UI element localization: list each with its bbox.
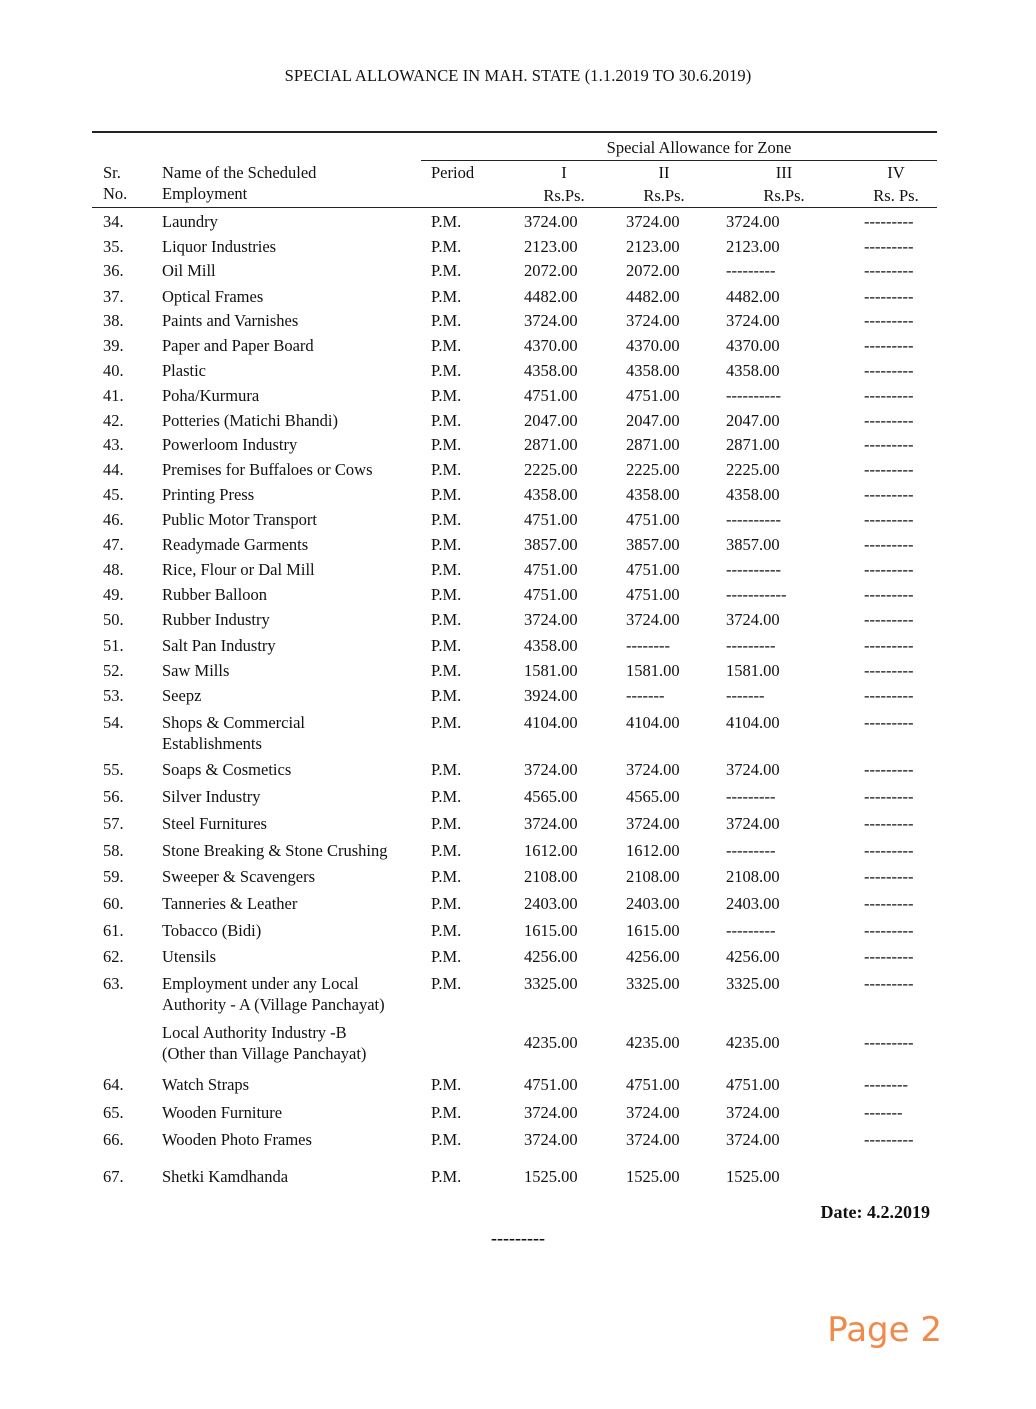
zone-2-value: 2123.00 bbox=[626, 237, 680, 256]
serial-number: 45. bbox=[103, 485, 124, 504]
employment-name: Oil Mill bbox=[162, 261, 216, 280]
employment-name: Rubber Balloon bbox=[162, 585, 267, 604]
zone-4-value: --------- bbox=[864, 974, 914, 993]
zone-1-value: 4358.00 bbox=[524, 636, 578, 655]
serial-number: 34. bbox=[103, 212, 124, 231]
employment-name: Soaps & Cosmetics bbox=[162, 760, 292, 779]
zone-4-value: --------- bbox=[864, 1033, 914, 1052]
zone-3-value: 3724.00 bbox=[726, 1130, 780, 1149]
zone-3-value: 2047.00 bbox=[726, 411, 780, 430]
period-cell: P.M. bbox=[431, 686, 462, 705]
zone-4-value: --------- bbox=[864, 460, 914, 479]
serial-number: 49. bbox=[103, 585, 124, 604]
zone-1-value: 2225.00 bbox=[524, 460, 578, 479]
period-cell: P.M. bbox=[431, 921, 462, 940]
employment-name: (Other than Village Panchayat) bbox=[162, 1044, 367, 1063]
zone-2-value: 4358.00 bbox=[626, 361, 680, 380]
zone-4-value: --------- bbox=[864, 814, 914, 833]
zone-4-value: --------- bbox=[864, 661, 914, 680]
serial-number: 35. bbox=[103, 237, 124, 256]
serial-number: 46. bbox=[103, 510, 124, 529]
zone-2-value: 2047.00 bbox=[626, 411, 680, 430]
period-cell: P.M. bbox=[431, 237, 462, 256]
serial-number: 67. bbox=[103, 1167, 124, 1186]
period-cell: P.M. bbox=[431, 386, 462, 405]
period-cell: P.M. bbox=[431, 485, 462, 504]
serial-number: 52. bbox=[103, 661, 124, 680]
zone-4-value: --------- bbox=[864, 411, 914, 430]
serial-number: 57. bbox=[103, 814, 124, 833]
period-cell: P.M. bbox=[431, 1130, 462, 1149]
period-cell: P.M. bbox=[431, 212, 462, 231]
serial-number: 59. bbox=[103, 867, 124, 886]
zone-2-value: 3724.00 bbox=[626, 610, 680, 629]
zone-2-value: ------- bbox=[626, 686, 665, 705]
period-cell: P.M. bbox=[431, 261, 462, 280]
zone-2-value: 4104.00 bbox=[626, 713, 680, 732]
period-cell: P.M. bbox=[431, 974, 462, 993]
sr-header-line1: Sr. bbox=[103, 163, 121, 182]
zone-2-value: 2403.00 bbox=[626, 894, 680, 913]
zone-1-value: 4358.00 bbox=[524, 485, 578, 504]
serial-number: 63. bbox=[103, 974, 124, 993]
period-cell: P.M. bbox=[431, 661, 462, 680]
serial-number: 62. bbox=[103, 947, 124, 966]
zone-3-value: 3325.00 bbox=[726, 974, 780, 993]
zone-2-value: 4370.00 bbox=[626, 336, 680, 355]
zone-3-header: III bbox=[775, 163, 793, 182]
zone-2-value: 3724.00 bbox=[626, 760, 680, 779]
zone-3-value: 2225.00 bbox=[726, 460, 780, 479]
serial-number: 39. bbox=[103, 336, 124, 355]
zone-1-value: 3724.00 bbox=[524, 311, 578, 330]
zone-3-value: 4256.00 bbox=[726, 947, 780, 966]
zone-3-value: 3724.00 bbox=[726, 610, 780, 629]
employment-name: Potteries (Matichi Bhandi) bbox=[162, 411, 338, 430]
period-cell: P.M. bbox=[431, 560, 462, 579]
zone-3-value: 4358.00 bbox=[726, 361, 780, 380]
zone-2-value: 4482.00 bbox=[626, 287, 680, 306]
zone-3-value: ---------- bbox=[726, 560, 781, 579]
zone-2-value: 4751.00 bbox=[626, 1075, 680, 1094]
employment-name: Wooden Furniture bbox=[162, 1103, 283, 1122]
zone-4-value: --------- bbox=[864, 535, 914, 554]
zone-1-value: 3724.00 bbox=[524, 610, 578, 629]
zone-2-value: 1612.00 bbox=[626, 841, 680, 860]
serial-number: 61. bbox=[103, 921, 124, 940]
employment-name: Laundry bbox=[162, 212, 218, 231]
zone-4-value: --------- bbox=[864, 841, 914, 860]
employment-name: Sweeper & Scavengers bbox=[162, 867, 316, 886]
zone-1-value: 3724.00 bbox=[524, 760, 578, 779]
zone-1-value: 4751.00 bbox=[524, 560, 578, 579]
zone-4-value: --------- bbox=[864, 894, 914, 913]
zone-1-value: 4235.00 bbox=[524, 1033, 578, 1052]
zone-3-value: --------- bbox=[726, 787, 776, 806]
zone-1-value: 1615.00 bbox=[524, 921, 578, 940]
zone-4-value: --------- bbox=[864, 713, 914, 732]
zone-2-value: 3724.00 bbox=[626, 311, 680, 330]
zone-1-value: 2871.00 bbox=[524, 435, 578, 454]
zone-3-value: ---------- bbox=[726, 510, 781, 529]
employment-name: Employment under any Local bbox=[162, 974, 359, 993]
zone-2-value: 3724.00 bbox=[626, 1130, 680, 1149]
employment-name: Stone Breaking & Stone Crushing bbox=[162, 841, 388, 860]
zone-1-value: 4751.00 bbox=[524, 510, 578, 529]
period-cell: P.M. bbox=[431, 460, 462, 479]
zone-3-value: 4235.00 bbox=[726, 1033, 780, 1052]
zone-1-value: 3724.00 bbox=[524, 1130, 578, 1149]
zone-4-value: --------- bbox=[864, 435, 914, 454]
period-cell: P.M. bbox=[431, 435, 462, 454]
zone-2-value: 4751.00 bbox=[626, 585, 680, 604]
employment-name: Establishments bbox=[162, 734, 262, 753]
employment-name: Rubber Industry bbox=[162, 610, 270, 629]
zone-3-value: --------- bbox=[726, 841, 776, 860]
zone-4-value: --------- bbox=[864, 585, 914, 604]
employment-name: Watch Straps bbox=[162, 1075, 250, 1094]
period-cell: P.M. bbox=[431, 585, 462, 604]
period-cell: P.M. bbox=[431, 841, 462, 860]
zone-1-value: 4565.00 bbox=[524, 787, 578, 806]
employment-name: Poha/Kurmura bbox=[162, 386, 260, 405]
zone-1-value: 2403.00 bbox=[524, 894, 578, 913]
employment-name: Utensils bbox=[162, 947, 217, 966]
zone-2-value: 2072.00 bbox=[626, 261, 680, 280]
period-cell: P.M. bbox=[431, 713, 462, 732]
serial-number: 38. bbox=[103, 311, 124, 330]
zone-1-value: 2108.00 bbox=[524, 867, 578, 886]
zone-1-value: 4751.00 bbox=[524, 1075, 578, 1094]
zone-1-value: 3724.00 bbox=[524, 814, 578, 833]
period-cell: P.M. bbox=[431, 760, 462, 779]
zone-2-value: 3325.00 bbox=[626, 974, 680, 993]
serial-number: 48. bbox=[103, 560, 124, 579]
zone-1-value: 2072.00 bbox=[524, 261, 578, 280]
zone-2-value: 4751.00 bbox=[626, 386, 680, 405]
zone-3-value: --------- bbox=[726, 636, 776, 655]
zone-1-value: 4256.00 bbox=[524, 947, 578, 966]
employment-name: Public Motor Transport bbox=[162, 510, 317, 529]
zone-3-value: 2123.00 bbox=[726, 237, 780, 256]
serial-number: 42. bbox=[103, 411, 124, 430]
employment-name: Rice, Flour or Dal Mill bbox=[162, 560, 315, 579]
zone-1-value: 3924.00 bbox=[524, 686, 578, 705]
employment-name: Liquor Industries bbox=[162, 237, 277, 256]
employment-name: Tobacco (Bidi) bbox=[162, 921, 262, 940]
period-cell: P.M. bbox=[431, 1103, 462, 1122]
period-cell: P.M. bbox=[431, 510, 462, 529]
serial-number: 54. bbox=[103, 713, 124, 732]
zone-4-value: --------- bbox=[864, 760, 914, 779]
zone-4-value: --------- bbox=[864, 386, 914, 405]
zone-2-value: 4256.00 bbox=[626, 947, 680, 966]
zone-3-value: 2403.00 bbox=[726, 894, 780, 913]
employment-name: Wooden Photo Frames bbox=[162, 1130, 312, 1149]
zone-3-value: 3724.00 bbox=[726, 760, 780, 779]
zone-1-header: I bbox=[561, 163, 567, 182]
serial-number: 55. bbox=[103, 760, 124, 779]
serial-number: 66. bbox=[103, 1130, 124, 1149]
zone-4-value: --------- bbox=[864, 212, 914, 231]
zone-3-value: 3724.00 bbox=[726, 311, 780, 330]
serial-number: 51. bbox=[103, 636, 124, 655]
period-header: Period bbox=[431, 163, 475, 182]
name-header-line2: Employment bbox=[162, 184, 248, 203]
zone-4-header: IV bbox=[887, 163, 905, 182]
zone-1-value: 2123.00 bbox=[524, 237, 578, 256]
employment-name: Shops & Commercial bbox=[162, 713, 305, 732]
period-cell: P.M. bbox=[431, 894, 462, 913]
zone-3-value: ---------- bbox=[726, 386, 781, 405]
period-cell: P.M. bbox=[431, 1167, 462, 1186]
zone-3-value: --------- bbox=[726, 921, 776, 940]
zone-1-value: 4104.00 bbox=[524, 713, 578, 732]
zone-2-value: 3857.00 bbox=[626, 535, 680, 554]
zone-4-value: --------- bbox=[864, 787, 914, 806]
zone-3-value: 3857.00 bbox=[726, 535, 780, 554]
zone-4-value: --------- bbox=[864, 686, 914, 705]
zone-2-value: 4751.00 bbox=[626, 560, 680, 579]
employment-name: Seepz bbox=[162, 686, 202, 705]
zone-3-value: 4104.00 bbox=[726, 713, 780, 732]
employment-name: Optical Frames bbox=[162, 287, 264, 306]
end-of-document-mark: --------- bbox=[491, 1228, 545, 1248]
zone-3-unit: Rs.Ps. bbox=[763, 186, 805, 205]
page-number-mark: Page 2 bbox=[827, 1310, 942, 1350]
employment-name: Saw Mills bbox=[162, 661, 230, 680]
serial-number: 65. bbox=[103, 1103, 124, 1122]
zone-1-value: 1581.00 bbox=[524, 661, 578, 680]
zone-1-value: 4370.00 bbox=[524, 336, 578, 355]
zone-3-value: 3724.00 bbox=[726, 814, 780, 833]
zone-1-value: 4751.00 bbox=[524, 585, 578, 604]
header-bottom-rule bbox=[92, 207, 937, 208]
zone-group-header: Special Allowance for Zone bbox=[606, 138, 792, 157]
zone-4-value: --------- bbox=[864, 361, 914, 380]
zone-4-value: --------- bbox=[864, 610, 914, 629]
zone-2-value: 3724.00 bbox=[626, 212, 680, 231]
zone-2-value: 2871.00 bbox=[626, 435, 680, 454]
period-cell: P.M. bbox=[431, 610, 462, 629]
zone-3-value: 2871.00 bbox=[726, 435, 780, 454]
zone-1-value: 4358.00 bbox=[524, 361, 578, 380]
name-header-line1: Name of the Scheduled bbox=[162, 163, 317, 182]
period-cell: P.M. bbox=[431, 287, 462, 306]
serial-number: 58. bbox=[103, 841, 124, 860]
period-cell: P.M. bbox=[431, 411, 462, 430]
zone-4-value: -------- bbox=[864, 1075, 908, 1094]
employment-name: Premises for Buffaloes or Cows bbox=[162, 460, 373, 479]
employment-name: Plastic bbox=[162, 361, 206, 380]
employment-name: Paper and Paper Board bbox=[162, 336, 314, 355]
zone-3-value: ----------- bbox=[726, 585, 787, 604]
period-cell: P.M. bbox=[431, 814, 462, 833]
zone-4-value: --------- bbox=[864, 287, 914, 306]
serial-number: 40. bbox=[103, 361, 124, 380]
period-cell: P.M. bbox=[431, 947, 462, 966]
serial-number: 41. bbox=[103, 386, 124, 405]
zone-1-value: 3325.00 bbox=[524, 974, 578, 993]
zone-2-value: 4358.00 bbox=[626, 485, 680, 504]
serial-number: 47. bbox=[103, 535, 124, 554]
employment-name: Silver Industry bbox=[162, 787, 261, 806]
serial-number: 37. bbox=[103, 287, 124, 306]
zone-3-value: 2108.00 bbox=[726, 867, 780, 886]
zone-4-value: --------- bbox=[864, 560, 914, 579]
employment-name: Steel Furnitures bbox=[162, 814, 267, 833]
zone-3-value: 4370.00 bbox=[726, 336, 780, 355]
zone-3-value: 3724.00 bbox=[726, 212, 780, 231]
zone-2-value: 1615.00 bbox=[626, 921, 680, 940]
sr-header-line2: No. bbox=[103, 184, 128, 203]
period-cell: P.M. bbox=[431, 1075, 462, 1094]
zone-3-value: 4358.00 bbox=[726, 485, 780, 504]
zone-1-value: 4751.00 bbox=[524, 386, 578, 405]
serial-number: 43. bbox=[103, 435, 124, 454]
serial-number: 64. bbox=[103, 1075, 124, 1094]
employment-name: Authority - A (Village Panchayat) bbox=[162, 995, 385, 1014]
zone-4-value: --------- bbox=[864, 636, 914, 655]
zone-1-value: 3857.00 bbox=[524, 535, 578, 554]
zone-4-value: --------- bbox=[864, 261, 914, 280]
zone-2-value: 1525.00 bbox=[626, 1167, 680, 1186]
zone-4-value: --------- bbox=[864, 867, 914, 886]
zone-2-value: 3724.00 bbox=[626, 814, 680, 833]
zone-3-value: 1525.00 bbox=[726, 1167, 780, 1186]
employment-name: Salt Pan Industry bbox=[162, 636, 276, 655]
serial-number: 36. bbox=[103, 261, 124, 280]
zone-4-value: --------- bbox=[864, 921, 914, 940]
zone-3-value: 4751.00 bbox=[726, 1075, 780, 1094]
zone-4-value: --------- bbox=[864, 311, 914, 330]
zone-2-value: 1581.00 bbox=[626, 661, 680, 680]
zone-1-unit: Rs.Ps. bbox=[543, 186, 585, 205]
zone-1-value: 3724.00 bbox=[524, 1103, 578, 1122]
period-cell: P.M. bbox=[431, 636, 462, 655]
employment-name: Local Authority Industry -B bbox=[162, 1023, 347, 1042]
employment-name: Shetki Kamdhanda bbox=[162, 1167, 289, 1186]
period-cell: P.M. bbox=[431, 535, 462, 554]
employment-name: Printing Press bbox=[162, 485, 255, 504]
zone-4-value: --------- bbox=[864, 1130, 914, 1149]
serial-number: 53. bbox=[103, 686, 124, 705]
zone-4-value: --------- bbox=[864, 336, 914, 355]
zone-2-value: 2108.00 bbox=[626, 867, 680, 886]
document-date: Date: 4.2.2019 bbox=[820, 1202, 930, 1222]
zone-2-value: 4235.00 bbox=[626, 1033, 680, 1052]
serial-number: 44. bbox=[103, 460, 124, 479]
zone-2-value: -------- bbox=[626, 636, 670, 655]
period-cell: P.M. bbox=[431, 867, 462, 886]
serial-number: 56. bbox=[103, 787, 124, 806]
zone-2-value: 4751.00 bbox=[626, 510, 680, 529]
zone-1-value: 2047.00 bbox=[524, 411, 578, 430]
zone-2-value: 3724.00 bbox=[626, 1103, 680, 1122]
zone-1-value: 1612.00 bbox=[524, 841, 578, 860]
employment-name: Paints and Varnishes bbox=[162, 311, 299, 330]
zone-2-value: 4565.00 bbox=[626, 787, 680, 806]
period-cell: P.M. bbox=[431, 311, 462, 330]
zone-4-value: --------- bbox=[864, 237, 914, 256]
employment-name: Powerloom Industry bbox=[162, 435, 298, 454]
zone-1-value: 1525.00 bbox=[524, 1167, 578, 1186]
zone-1-value: 3724.00 bbox=[524, 212, 578, 231]
period-cell: P.M. bbox=[431, 361, 462, 380]
zone-2-value: 2225.00 bbox=[626, 460, 680, 479]
zone-4-value: --------- bbox=[864, 947, 914, 966]
employment-name: Readymade Garments bbox=[162, 535, 309, 554]
serial-number: 50. bbox=[103, 610, 124, 629]
serial-number: 60. bbox=[103, 894, 124, 913]
zone-4-value: --------- bbox=[864, 485, 914, 504]
zone-3-value: ------- bbox=[726, 686, 765, 705]
employment-name: Tanneries & Leather bbox=[162, 894, 298, 913]
zone-4-value: ------- bbox=[864, 1103, 903, 1122]
zone-3-value: 3724.00 bbox=[726, 1103, 780, 1122]
table-top-rule bbox=[92, 131, 937, 133]
zone-4-value: --------- bbox=[864, 510, 914, 529]
period-cell: P.M. bbox=[431, 787, 462, 806]
zone-1-value: 4482.00 bbox=[524, 287, 578, 306]
zone-group-rule bbox=[421, 160, 937, 161]
zone-3-value: 4482.00 bbox=[726, 287, 780, 306]
zone-3-value: 1581.00 bbox=[726, 661, 780, 680]
zone-3-value: --------- bbox=[726, 261, 776, 280]
zone-4-unit: Rs. Ps. bbox=[873, 186, 919, 205]
zone-2-header: II bbox=[658, 163, 670, 182]
period-cell: P.M. bbox=[431, 336, 462, 355]
zone-2-unit: Rs.Ps. bbox=[643, 186, 685, 205]
document-title: SPECIAL ALLOWANCE IN MAH. STATE (1.1.2019 TO 30.6.2019) bbox=[284, 66, 752, 85]
